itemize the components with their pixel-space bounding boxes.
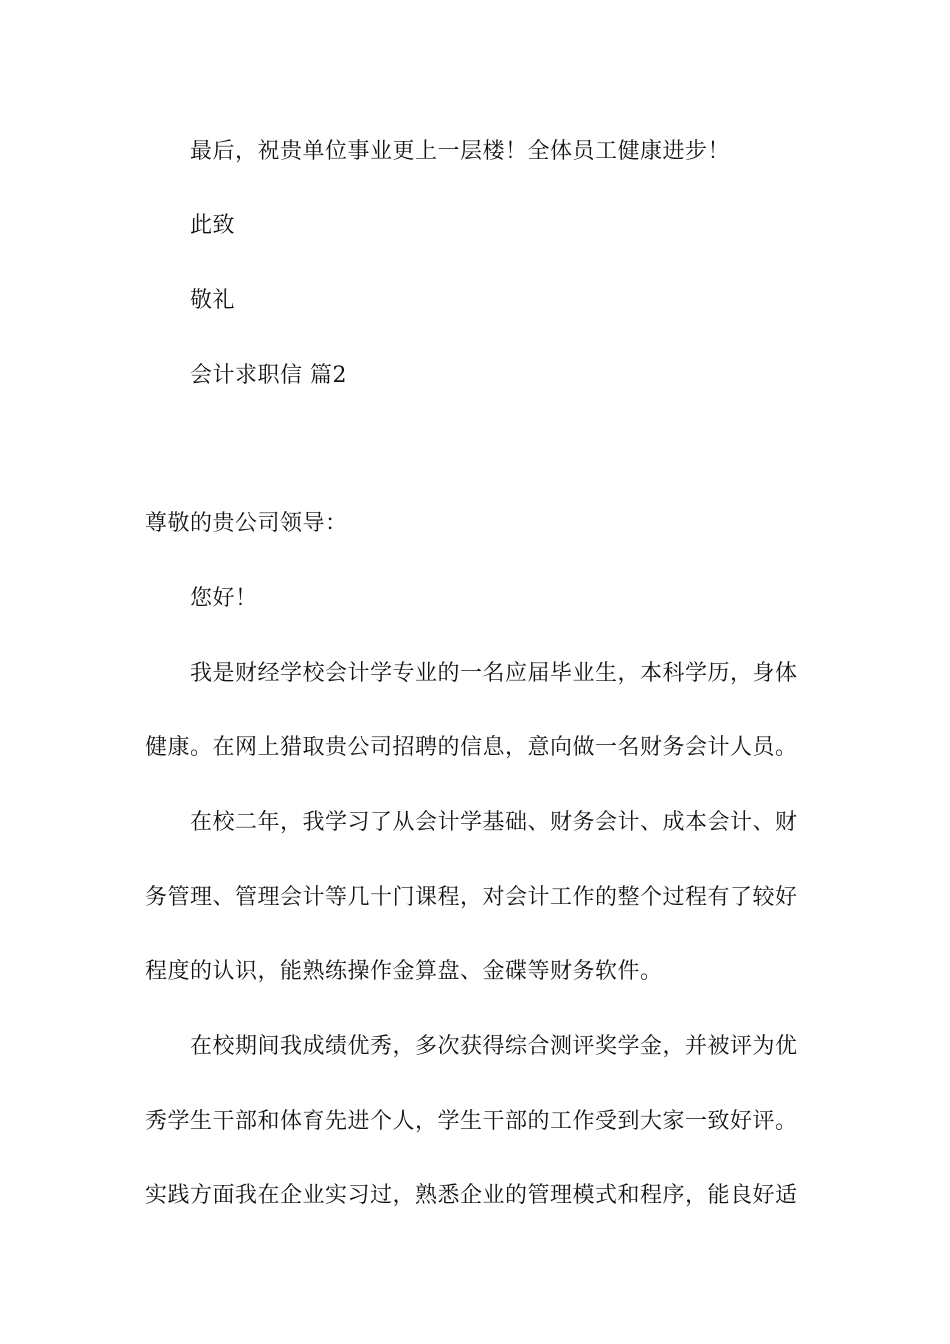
paragraph-line: 实践方面我在企业实习过，熟悉企业的管理模式和程序，能良好适 [145,1183,798,1208]
salutation-cizhi: 此致 [190,213,236,238]
paragraph-line: 务管理、管理会计等几十门课程，对会计工作的整个过程有了较好 [145,885,798,910]
paragraph-line: 程度的认识，能熟练操作金算盘、金碟等财务软件。 [145,959,663,984]
greeting-line: 您好！ [190,586,258,611]
addressee-line: 尊敬的贵公司领导： [145,511,348,536]
paragraph-line: 在校期间我成绩优秀，多次获得综合测评奖学金，并被评为优 [190,1034,798,1059]
closing-wish-line: 最后，祝贵单位事业更上一层楼！全体员工健康进步！ [190,139,731,164]
paragraph-line: 健康。在网上猎取贵公司招聘的信息，意向做一名财务会计人员。 [145,735,798,760]
paragraph-line: 我是财经学校会计学专业的一名应届毕业生，本科学历，身体 [190,661,798,686]
paragraph-line: 秀学生干部和体育先进个人，学生干部的工作受到大家一致好评。 [145,1109,798,1134]
paragraph-line: 在校二年，我学习了从会计学基础、财务会计、成本会计、财 [190,810,798,835]
section-heading: 会计求职信 篇2 [190,363,347,388]
salutation-jingli: 敬礼 [190,288,236,313]
